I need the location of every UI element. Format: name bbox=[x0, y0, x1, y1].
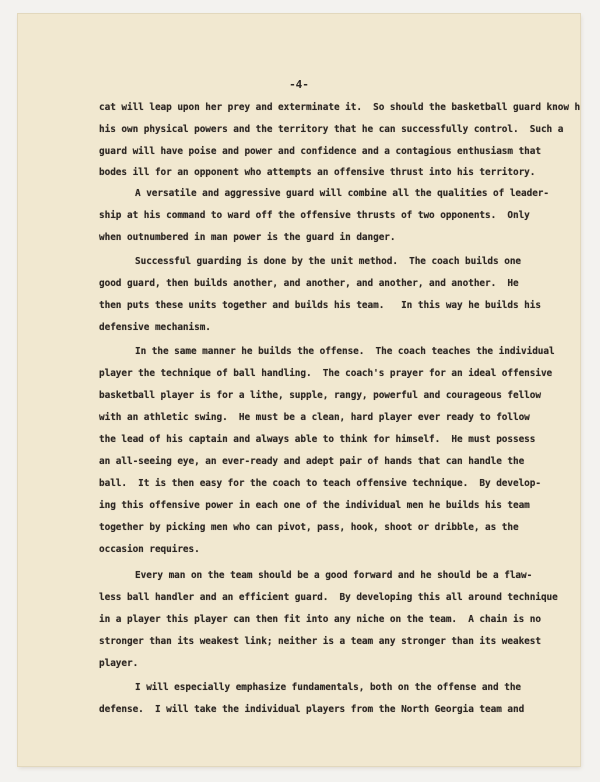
text-line: an all-seeing eye, an ever-ready and adept pair of hands that can handle the bbox=[99, 456, 525, 467]
text-line: ball. It is then easy for the coach to teach offensive technique. By develop- bbox=[99, 478, 541, 489]
text-line: Every man on the team should be a good forward and he should be a flaw- bbox=[135, 570, 533, 581]
text-line: ing this offensive power in each one of the individual men he builds his team bbox=[99, 500, 530, 511]
text-line: defense. I will take the individual players from the North Georgia team and bbox=[99, 704, 525, 715]
text-line: with an athletic swing. He must be a clean, hard player ever ready to follow bbox=[99, 412, 530, 423]
text-line: defensive mechanism. bbox=[99, 322, 211, 333]
text-line: occasion requires. bbox=[99, 544, 200, 555]
text-line: together by picking men who can pivot, pass, hook, shoot or dribble, as the bbox=[99, 522, 519, 533]
text-line: basketball player is for a lithe, supple, rangy, powerful and courageous fellow bbox=[99, 390, 541, 401]
text-line: player the technique of ball handling. The coach's prayer for an ideal offensive bbox=[99, 368, 553, 379]
text-line: Successful guarding is done by the unit method. The coach builds one bbox=[135, 256, 522, 267]
text-line: the lead of his captain and always able to think for himself. He must possess bbox=[99, 434, 536, 445]
text-line: in a player this player can then fit into any niche on the team. A chain is no bbox=[99, 614, 541, 625]
text-line: ship at his command to ward off the offensive thrusts of two opponents. Only bbox=[99, 210, 530, 221]
text-line: In the same manner he builds the offense. The coach teaches the individual bbox=[135, 346, 555, 357]
text-line: stronger than its weakest link; neither is a team any stronger than its weakest bbox=[99, 636, 541, 647]
text-line: when outnumbered in man power is the guard in danger. bbox=[99, 232, 396, 243]
text-line: bodes ill for an opponent who attempts an offensive thrust into his territory. bbox=[99, 167, 536, 178]
text-line: then puts these units together and builds his team. In this way he builds his bbox=[99, 300, 541, 311]
text-line: player. bbox=[99, 658, 139, 669]
text-line: A versatile and aggressive guard will combine all the qualities of leader- bbox=[135, 188, 549, 199]
text-line: good guard, then builds another, and another, and another, and another. He bbox=[99, 278, 519, 289]
text-line: cat will leap upon her prey and exterminate it. So should the basketball guard know h bbox=[99, 102, 581, 113]
page-number: -4- bbox=[289, 78, 309, 91]
text-line: I will especially emphasize fundamentals, both on the offense and the bbox=[135, 682, 522, 693]
text-line: less ball handler and an efficient guard. By developing this all around technique bbox=[99, 592, 558, 603]
typewritten-page bbox=[18, 14, 580, 766]
text-line: guard will have poise and power and confidence and a contagious enthusiasm that bbox=[99, 146, 541, 157]
text-line: his own physical powers and the territory that he can successfully control. Such a bbox=[99, 124, 564, 135]
